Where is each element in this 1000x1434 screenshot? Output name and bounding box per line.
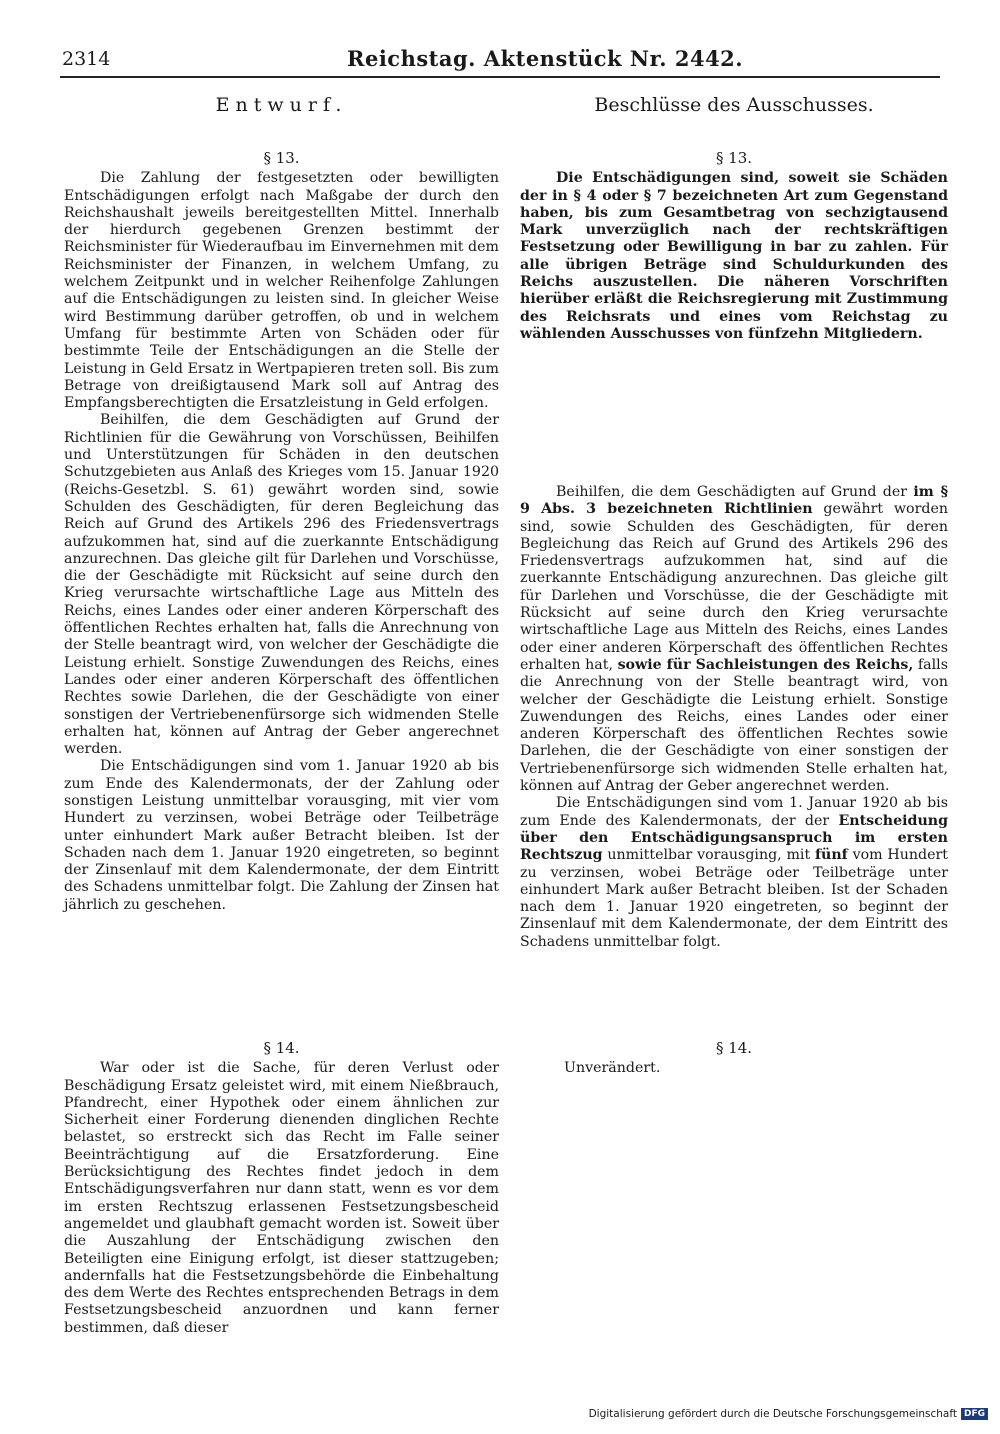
section-number: § 14. <box>715 1039 753 1057</box>
section-14-committee <box>520 1040 948 1078</box>
footer-text: Digitalisierung gefördert durch die Deutsche Forschungsgemeinschaft <box>588 1408 957 1420</box>
section-number: § 13. <box>715 149 753 167</box>
section-13-draft <box>64 150 499 914</box>
section-number: § 14. <box>263 1039 300 1057</box>
page-number: 2314 <box>62 48 111 70</box>
paragraph: War oder ist die Sache, für deren Verlust oder Beschädigung Ersatz geleistet wird, mit einem Nießbrauch, Pfandrecht, einer Hypothek oder einem ähnlichen zur Sicherheit einer Forderung dienenden dinglichen Rechte belastet, so erstreckt sich das Recht im Falle seiner Beeinträchtigung auf die Ersatzforderung. Eine Berücksichtigung des Rechtes findet jedoch in dem Entschädigungsverfahren nur dann statt, wenn es vor dem im ersten Rechtszug erlassenen Festsetzungsbescheid angemeldet und glaubhaft gemacht worden ist. Soweit über die Auszahlung der Entschädigung zwischen den Beteiligten eine Einigung erfolgt, ist dieser stattzugeben; andernfalls hat die Festsetzungsbehörde die Einbehaltung des dem Werte des Rechtes entsprechenden Betrags in dem Festsetzungsbescheid anzuordnen und kann ferner bestimmen, daß dieser <box>64 1060 499 1336</box>
column-heading-committee: Beschlüsse des Ausschusses. <box>594 94 874 116</box>
paragraph-bold: Die Entschädigungen sind, soweit sie Schäden der in § 4 oder § 7 bezeichneten Art zum Gegenstand haben, bis zum Gesamtbetrag von sechzigtausend Mark unverzüglich nach der rechtskräftigen Festsetzung oder Bewilligung in bar zu zahlen. Für alle übrigen Beträge sind Schuldurkunden des Reichs auszustellen. Die näheren Vorschriften hierüber erläßt die Reichsregierung mit Zustimmung des Reichsrats und eines vom Reichstag zu wählenden Ausschusses von fünfzehn Mitgliedern. <box>520 170 948 342</box>
paragraph: Beihilfen, die dem Geschädigten auf Grund der im § 9 Abs. 3 bezeichneten Richtlinien gewährt worden sind, sowie Schulden des Geschädigten, für deren Begleichung das Reich auf Grund des Artikels 296 des Friedensvertrags aufzukommen hat, sind auf die zuerkannte Entschädigung anzurechnen. Das gleiche gilt für Darlehen und Vorschüsse, die der Geschädigte mit Rücksicht auf seine durch den Krieg verursachte wirtschaftliche Lage aus Mitteln des Reichs, eines Landes oder einer anderen Körperschaft des öffentlichen Rechtes erhalten hat, sowie für Sachleistungen des Reichs, falls die Anrechnung von der Stelle beantragt wird, von welcher der Geschädigte die Leistung erhielt. Sonstige Zuwendungen des Reichs, eines Landes oder einer anderen Körperschaft des öffentlichen Rechtes sowie Darlehen, die der Geschädigte von einer sonstigen der Vertriebenenfürsorge sich widmenden Stelle erhalten hat, können auf Antrag der Geber angerechnet werden. <box>520 484 948 795</box>
page-title: Reichstag. Aktenstück Nr. 2442. <box>347 46 744 71</box>
section-13-committee-cont <box>520 484 948 951</box>
paragraph: Die Zahlung der festgesetzten oder bewilligten Entschädigungen erfolgt nach Maßgabe der durch den Reichshaushalt jeweils bereitgestellten Mittel. Innerhalb der hierdurch gegebenen Grenzen bestimmt der Reichsminister für Wiederaufbau im Einvernehmen mit dem Reichsminister der Finanzen, in welchem Umfang, zu welchem Zeitpunkt und in welcher Reihenfolge Zahlungen auf die Entschädigungen zu leisten sind. In gleicher Weise wird Bestimmung darüber getroffen, ob und in welchem Umfang für bestimmte Arten von Schäden oder für bestimmte Teile der Entschädigungen an die Stelle der Leistung in Geld Ersatz in Wertpapieren treten soll. Bis zum Betrage von dreißigtausend Mark soll auf Antrag des Empfangsberechtigten die Ersatzleistung in Geld erfolgen. <box>64 170 499 412</box>
paragraph: Beihilfen, die dem Geschädigten auf Grund der Richtlinien für die Gewährung von Vorschüssen, Beihilfen und Unterstützungen für Schäden in den deutschen Schutzgebieten aus Anlaß des Krieges vom 15. Januar 1920 (Reichs-Gesetzbl. S. 61) gewährt worden sind, sowie Schulden des Geschädigten, für deren Begleichung das Reich auf Grund des Artikels 296 des Friedensvertrags aufzukommen hat, sind auf die zuerkannte Entschädigung anzurechnen. Das gleiche gilt für Darlehen und Vorschüsse, die der Geschädigte mit Rücksicht auf seine durch den Krieg verursachte wirtschaftliche Lage aus Mitteln des Reichs, eines Landes oder einer anderen Körperschaft des öffentlichen Rechtes erhalten hat, falls die Anrechnung von der Stelle beantragt wird, von welcher der Geschädigte die Leistung erhielt. Sonstige Zuwendungen des Reichs, eines Landes oder einer anderen Körperschaft des öffentlichen Rechtes sowie Darlehen, die der Geschädigte von einer sonstigen der Vertriebenenfürsorge sich widmenden Stelle erhalten hat, können auf Antrag der Geber angerechnet werden. <box>64 412 499 758</box>
paragraph: Die Entschädigungen sind vom 1. Januar 1920 ab bis zum Ende des Kalendermonats, der der Zahlung oder sonstigen Leistung unmittelbar vorausging, mit vier vom Hundert zu verzinsen, wobei Beträge oder Teilbeträge unter einhundert Mark außer Betracht bleiben. Ist der Schaden nach dem 1. Januar 1920 eingetreten, so beginnt der Zinsenlauf mit dem Kalendermonate, der dem Eintritt des Schadens unmittelbar folgt. Die Zahlung der Zinsen hat jährlich zu geschehen. <box>64 758 499 913</box>
footer-credit <box>589 1408 988 1420</box>
column-draft <box>64 92 499 1336</box>
section-13-committee <box>520 150 948 343</box>
page-header <box>62 44 940 78</box>
section-number: § 13. <box>263 149 300 167</box>
dfg-logo: DFG <box>961 1408 988 1420</box>
column-committee <box>520 92 948 1077</box>
paragraph: Unverändert. <box>564 1060 661 1077</box>
column-heading-draft: Entwurf. <box>215 94 348 116</box>
section-14-draft <box>64 1040 499 1337</box>
paragraph: Die Entschädigungen sind vom 1. Januar 1920 ab bis zum Ende des Kalendermonats, der der Entscheidung über den Entschädigungsanspruch im ersten Rechtszug unmittelbar vorausging, mit fünf vom Hundert zu verzinsen, wobei Beträge oder Teilbeträge unter einhundert Mark außer Betracht bleiben. Ist der Schaden nach dem 1. Januar 1920 eingetreten, so beginnt der Zinsenlauf mit dem Kalendermonate, der dem Eintritt des Schadens unmittelbar folgt. <box>520 795 948 950</box>
header-rule <box>60 76 940 78</box>
